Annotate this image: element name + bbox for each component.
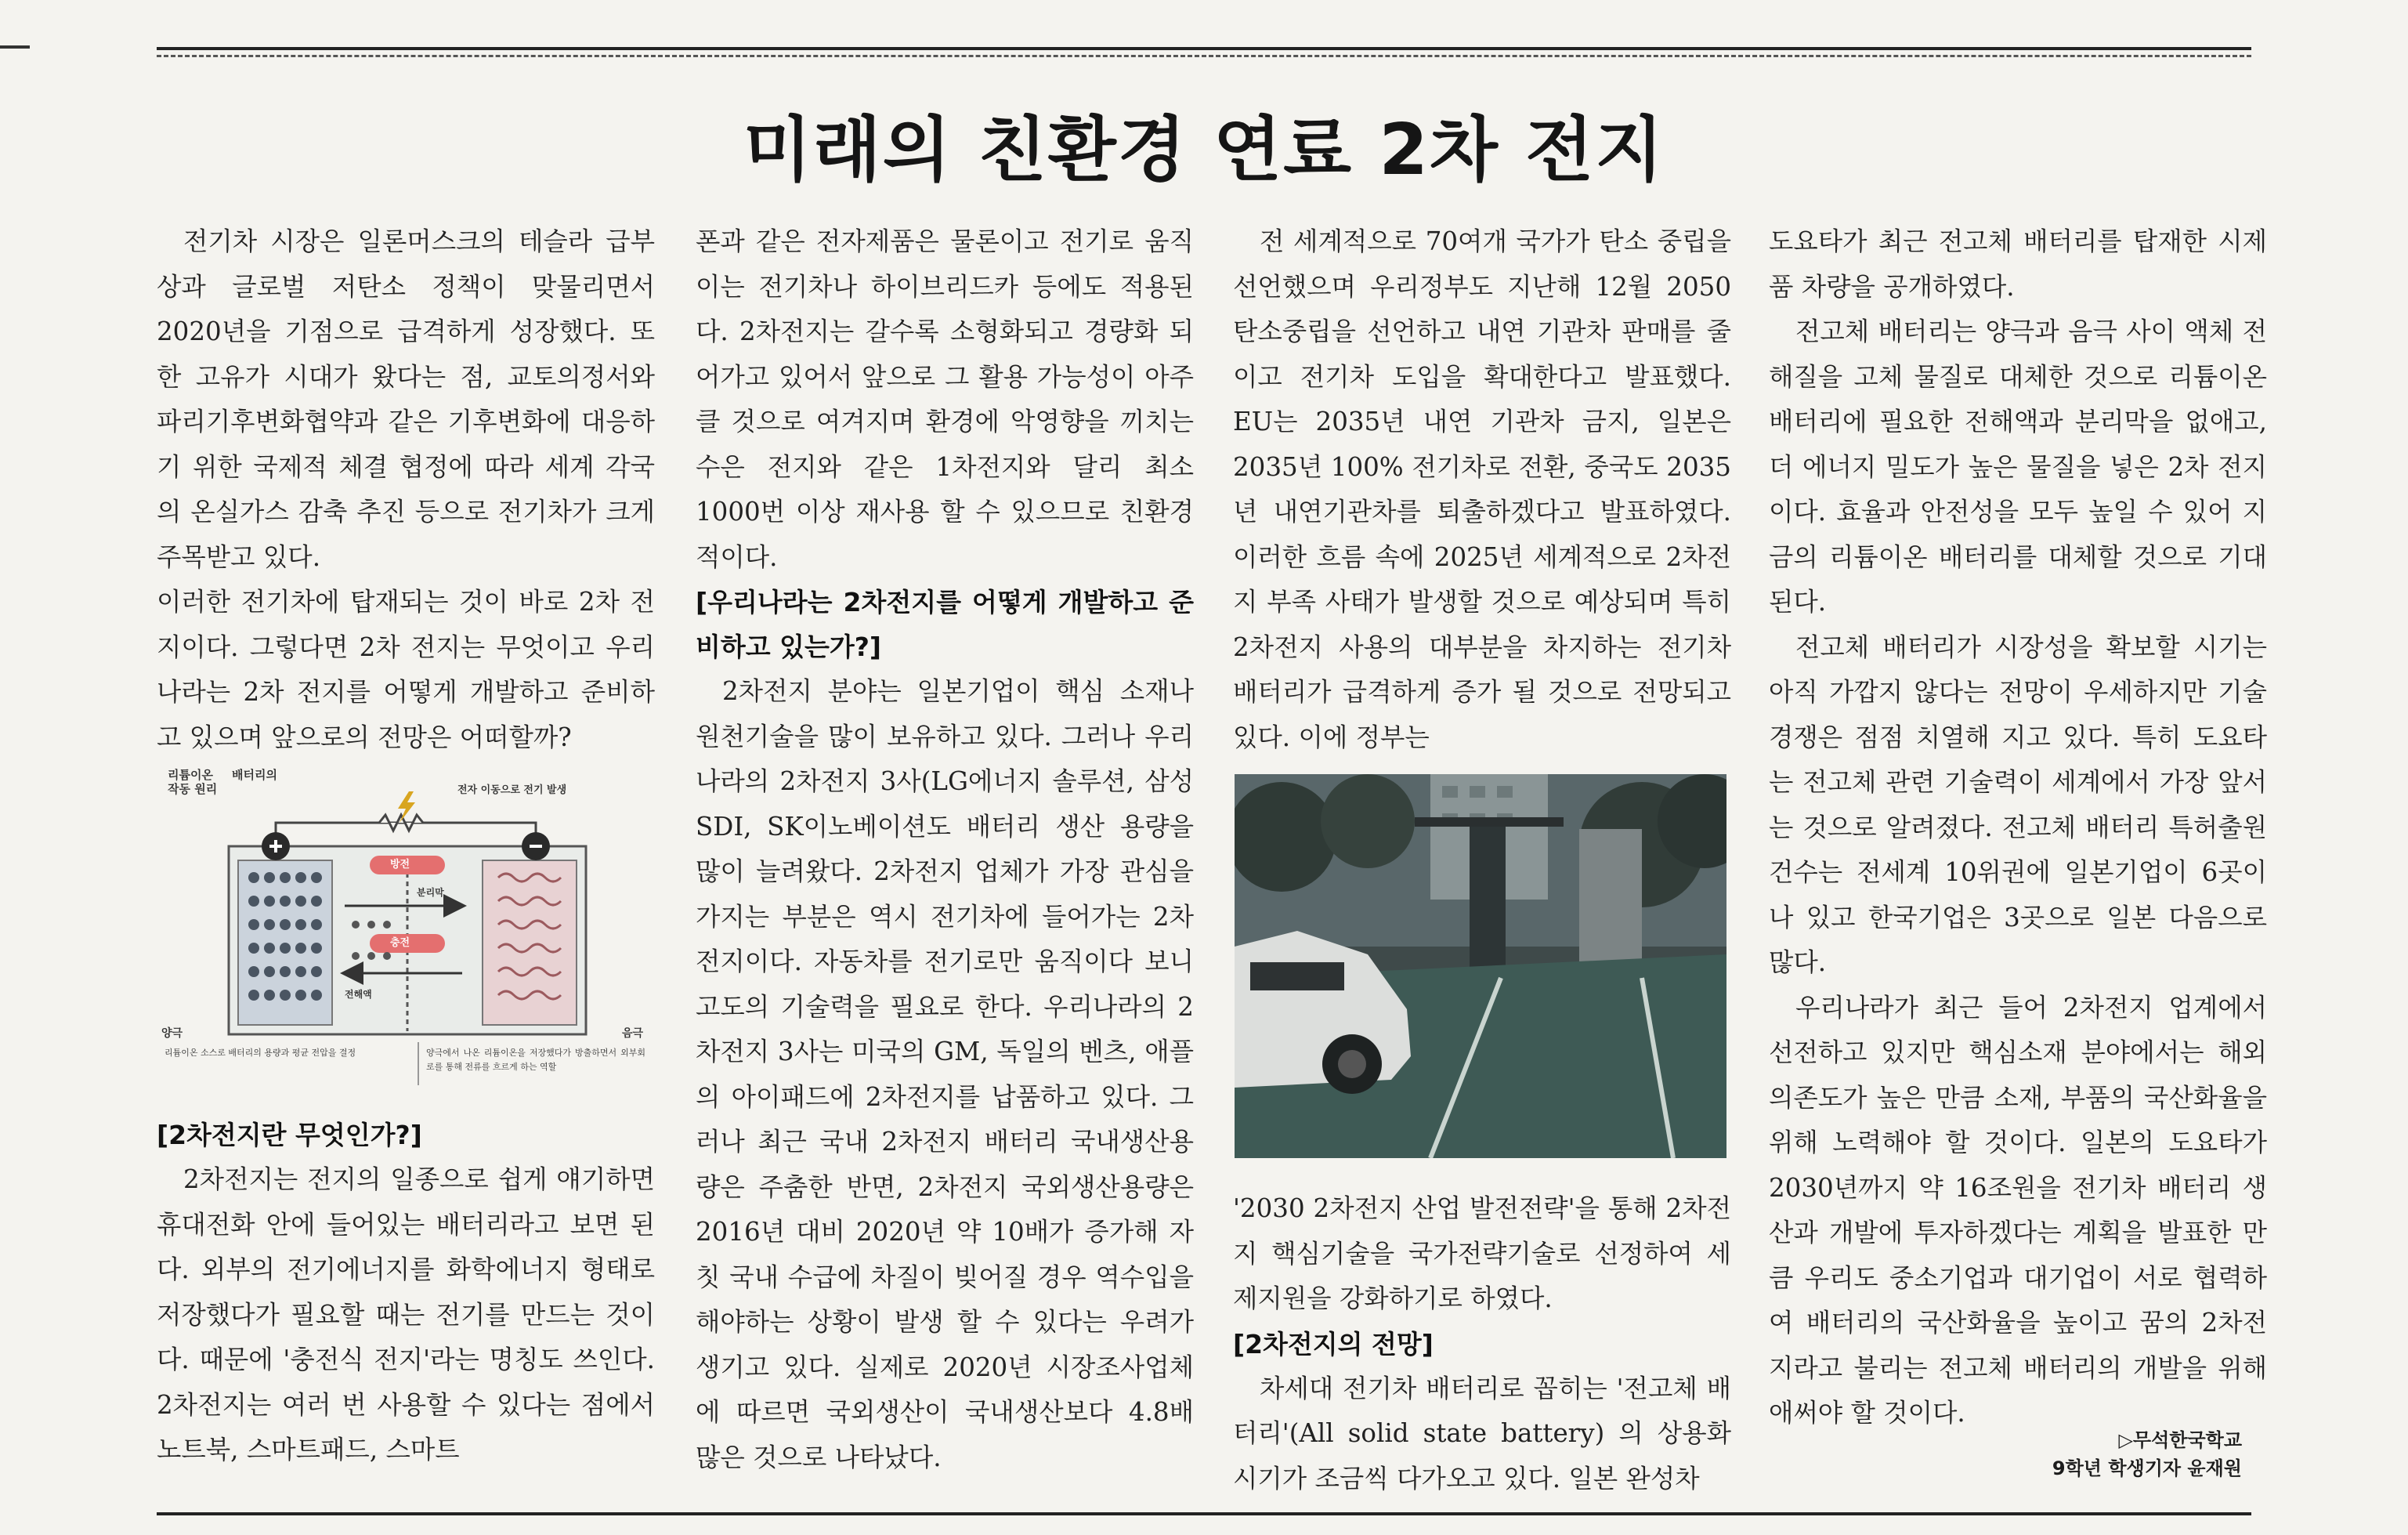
paragraph: 2차전지 분야는 일본기업이 핵심 소재나 원천기술을 많이 보유하고 있다. 그러나 우리나라의 2차전지 3사(LG에너지 솔루션, 삼성SDI, SK이노베이션도 배터리 생산 용량을 많이 늘려왔다. 2차전지 업체가 가장 관심을 가지는 부분은 역시 전기차에 들어가는 2차전지이다. 자동차를 전기로만 움직이다 보니 고도의 기술력을 필요로 한다. 우리나라의 2차전지 3사는 미국의 GM, 독일의 벤츠, 애플의 아이패드에 2차전지를 납품하고 있다. 그러나 최근 국내 2차전지 배터리 국내생산용량은 주춤한 반면, 2차전지 국외생산용량은 2016년 대비 2020년 약 10배가 증가해 자칫 국내 수급에 차질이 빚어질 경우 역수입을 해야하는 상황이 발생 할 수 있다는 우려가 생기고 있다. 실제로 2020년 시장조사업체에 따르면 국외생산이 국내생산보다 4.8배 많은 것으로 나타났다.: [696, 676, 1194, 1472]
top-rule: [157, 47, 2251, 50]
paragraph: 도요타가 최근 전고체 배터리를 탑재한 시제품 차량을 공개하였다.: [1769, 226, 2267, 302]
section-heading: [우리나라는 2차전지를 어떻게 개발하고 준비하고 있는가?]: [696, 587, 1194, 662]
paragraph: 폰과 같은 전자제품은 물론이고 전기로 움직이는 전기차나 하이브리드카 등에도 적용된다. 2차전지는 갈수록 소형화되고 경량화 되어가고 있어서 앞으로 그 활용 가능성이 아주 클 것으로 여겨지며 환경에 악영향을 끼치는 수은 전지와 같은 1차전지와 달리 최소 1000번 이상 재사용 할 수 있으므로 친환경적이다.: [696, 226, 1194, 572]
byline: [2052, 1426, 2242, 1483]
lithium-ion-battery-diagram: [160, 768, 652, 1089]
diagram-charge-label: 충전: [390, 937, 410, 949]
diagram-anode-label: 양극: [161, 1027, 183, 1040]
article-column-3: [1233, 219, 1731, 1501]
paragraph: 차세대 전기차 배터리로 꼽히는 '전고체 배터리'(All solid state battery) 의 상용화 시기가 조금씩 다가오고 있다. 일본 완성차: [1233, 1373, 1731, 1493]
diagram-caption-right: 양극에서 나온 리튬이온을 저장했다가 방출하면서 외부회로를 통해 전류를 흐르게 하는 역할: [426, 1048, 645, 1072]
diagram-discharge-label: 방전: [390, 859, 410, 871]
paragraph: 전 세계적으로 70여개 국가가 탄소 중립을 선언했으며 우리정부도 지난해 12월 2050탄소중립을 선언하고 내연 기관차 판매를 줄이고 전기차 도입을 확대한다고 발표했다. EU는 2035년 내연 기관차 금지, 일본은 2035년 100% 전기차로 전환, 중국도 2035년 내연기관차를 퇴출하겠다고 발표하였다. 이러한 흐름 속에 2025년 세계적으로 2차전지 부족 사태가 발생할 것으로 예상되며 특히 2차전지 사용의 대부분을 차지하는 전기차 배터리가 급격하게 증가 될 것으로 전망되고 있다. 이에 정부는: [1233, 226, 1731, 752]
section-heading: [2차전지란 무엇인가?]: [157, 1120, 422, 1150]
byline-reporter: 9학년 학생기자 윤재원: [2052, 1457, 2242, 1479]
diagram-electrolyte-label: 전해액: [345, 989, 372, 1000]
article-column-4: [1769, 219, 2267, 1436]
diagram-separator-label: 분리막: [417, 887, 444, 898]
ev-charging-station-photo: [1235, 774, 1726, 1158]
paragraph: '2030 2차전지 산업 발전전략'을 통해 2차전지 핵심기술을 국가전략기술로 선정하여 세제지원을 강화하기로 하였다.: [1233, 1193, 1731, 1313]
paragraph: 이러한 전기차에 탑재되는 것이 바로 2차 전지이다. 그렇다면 2차 전지는 무엇이고 우리나라는 2차 전지를 어떻게 개발하고 준비하고 있으며 앞으로의 전망은 어떠할까?: [157, 587, 655, 752]
top-rule-dashed: [157, 55, 2251, 57]
diagram-cathode-label: 음극: [622, 1027, 644, 1040]
paragraph: 전고체 배터리는 양극과 음극 사이 액체 전해질을 고체 물질로 대체한 것으로 리튬이온 배터리에 필요한 전해액과 분리막을 없애고, 더 에너지 밀도가 높은 물질을 넣은 2차 전지이다. 효율과 안전성을 모두 높일 수 있어 지금의 리튬이온 배터리를 대체할 것으로 기대된다.: [1769, 317, 2267, 617]
section-heading: [2차전지의 전망]: [1233, 1328, 1434, 1359]
article-headline: 미래의 친환경 연료 2차 전지: [743, 109, 1665, 191]
diagram-electron-flow-label: 전자 이동으로 전기 발생: [457, 784, 567, 796]
article-column-2: [696, 219, 1194, 1480]
diagram-title: 리튬이온 배터리의 작동 원리: [168, 768, 277, 796]
byline-school: ▷무석한국학교: [2118, 1429, 2242, 1451]
paragraph: 2차전지는 전지의 일종으로 쉽게 얘기하면 휴대전화 안에 들어있는 배터리라고 보면 된다. 외부의 전기에너지를 화학에너지 형태로 저장했다가 필요할 때는 전기를 만드는 것이다. 때문에 '충전식 전지'라는 명칭도 쓰인다. 2차전지는 여러 번 사용할 수 있다는 점에서 노트북, 스마트패드, 스마트: [157, 1164, 655, 1464]
paragraph: 전고체 배터리가 시장성을 확보할 시기는 아직 가깝지 않다는 전망이 우세하지만 기술 경쟁은 점점 치열해 지고 있다. 특히 도요타는 전고체 관련 기술력이 세계에서 가장 앞서는 것으로 알려졌다. 전고체 배터리 특허출원 건수는 전세계 10위권에 일본기업이 6곳이나 있고 한국기업은 3곳으로 일본 다음으로 많다.: [1769, 632, 2268, 977]
bottom-rule: [157, 1512, 2251, 1515]
paragraph: 우리나라가 최근 들어 2차전지 업계에서 선전하고 있지만 핵심소재 분야에서는 해외 의존도가 높은 만큼 소재, 부품의 국산화율을 위해 노력해야 할 것이다. 일본의 도요타가 2030년까지 약 16조원을 전기차 배터리 생산과 개발에 투자하겠다는 계획을 발표한 만큼 우리도 중소기업과 대기업이 서로 협력하여 배터리의 국산화율을 높이고 꿈의 2차전지라고 불리는 전고체 배터리의 개발을 위해 애써야 할 것이다.: [1769, 992, 2267, 1428]
diagram-caption-left: 리튬이온 소스로 배터리의 용량과 평균 전압을 결정: [165, 1048, 356, 1058]
article-column-1: [157, 219, 655, 1473]
paragraph: 전기차 시장은 일론머스크의 테슬라 급부상과 글로벌 저탄소 정책이 맞물리면서 2020년을 기점으로 급격하게 성장했다. 또한 고유가 시대가 왔다는 점, 교토의정서와 파리기후변화협약과 같은 기후변화에 대응하기 위한 국제적 체결 협정에 따라 세계 각국의 온실가스 감축 추진 등으로 전기차가 크게 주목받고 있다.: [157, 226, 655, 572]
corner-mark: [0, 45, 30, 49]
